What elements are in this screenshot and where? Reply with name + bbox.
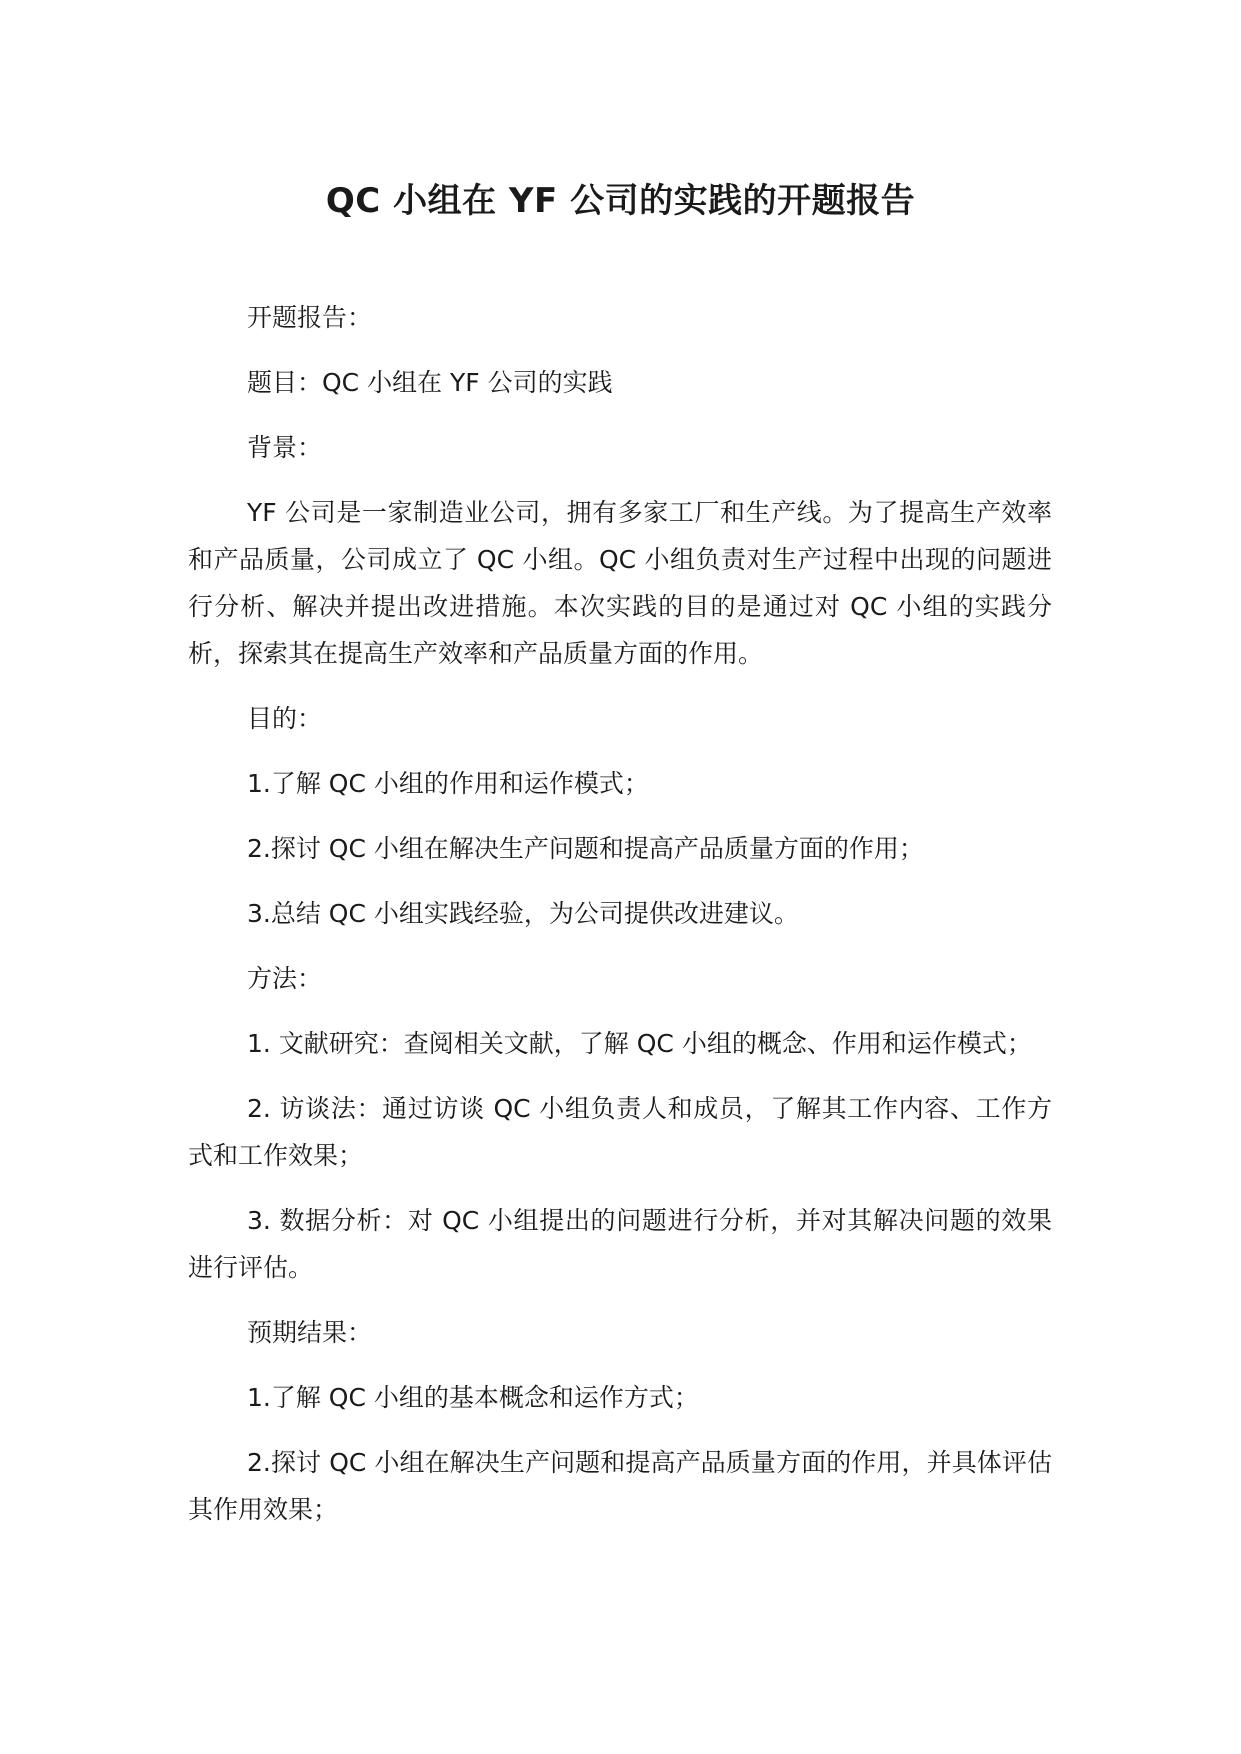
paragraph-purpose-label: 目的： [247, 704, 323, 733]
paragraph-method-item-2: 2. 访谈法：通过访谈 QC 小组负责人和成员，了解其工作内容、工作方式和工作效果； [188, 1094, 1052, 1170]
document-body [188, 294, 1052, 1533]
paragraph-method-label: 方法： [247, 964, 323, 993]
paragraph-method-item-3: 3. 数据分析：对 QC 小组提出的问题进行分析，并对其解决问题的效果进行评估。 [188, 1206, 1052, 1282]
document-title: QC 小组在 YF 公司的实践的开题报告 [325, 181, 916, 221]
paragraph-purpose-item-2: 2.探讨 QC 小组在解决生产问题和提高产品质量方面的作用； [247, 834, 924, 863]
paragraph-purpose-item-3: 3.总结 QC 小组实践经验，为公司提供改进建议。 [247, 899, 799, 928]
paragraph-report-label: 开题报告： [247, 303, 373, 332]
paragraph-topic: 题目：QC 小组在 YF 公司的实践 [247, 368, 613, 397]
paragraph-expected-item-2: 2.探讨 QC 小组在解决生产问题和提高产品质量方面的作用，并具体评估其作用效果； [188, 1448, 1052, 1524]
paragraph-expected-item-1: 1.了解 QC 小组的基本概念和运作方式； [247, 1383, 699, 1412]
paragraph-purpose-item-1: 1.了解 QC 小组的作用和运作模式； [247, 769, 649, 798]
paragraph-expected-label: 预期结果： [247, 1318, 373, 1347]
paragraph-background-text: YF 公司是一家制造业公司，拥有多家工厂和生产线。为了提高生产效率和产品质量，公司成立了 QC 小组。QC 小组负责对生产过程中出现的问题进行分析、解决并提出改进措施。本次实践的目的是通过对 QC 小组的实践分析，探索其在提高生产效率和产品质量方面的作用。 [188, 498, 1052, 668]
paragraph-method-item-1: 1. 文献研究：查阅相关文献，了解 QC 小组的概念、作用和运作模式； [247, 1029, 1032, 1058]
paragraph-background-label: 背景： [247, 433, 323, 462]
